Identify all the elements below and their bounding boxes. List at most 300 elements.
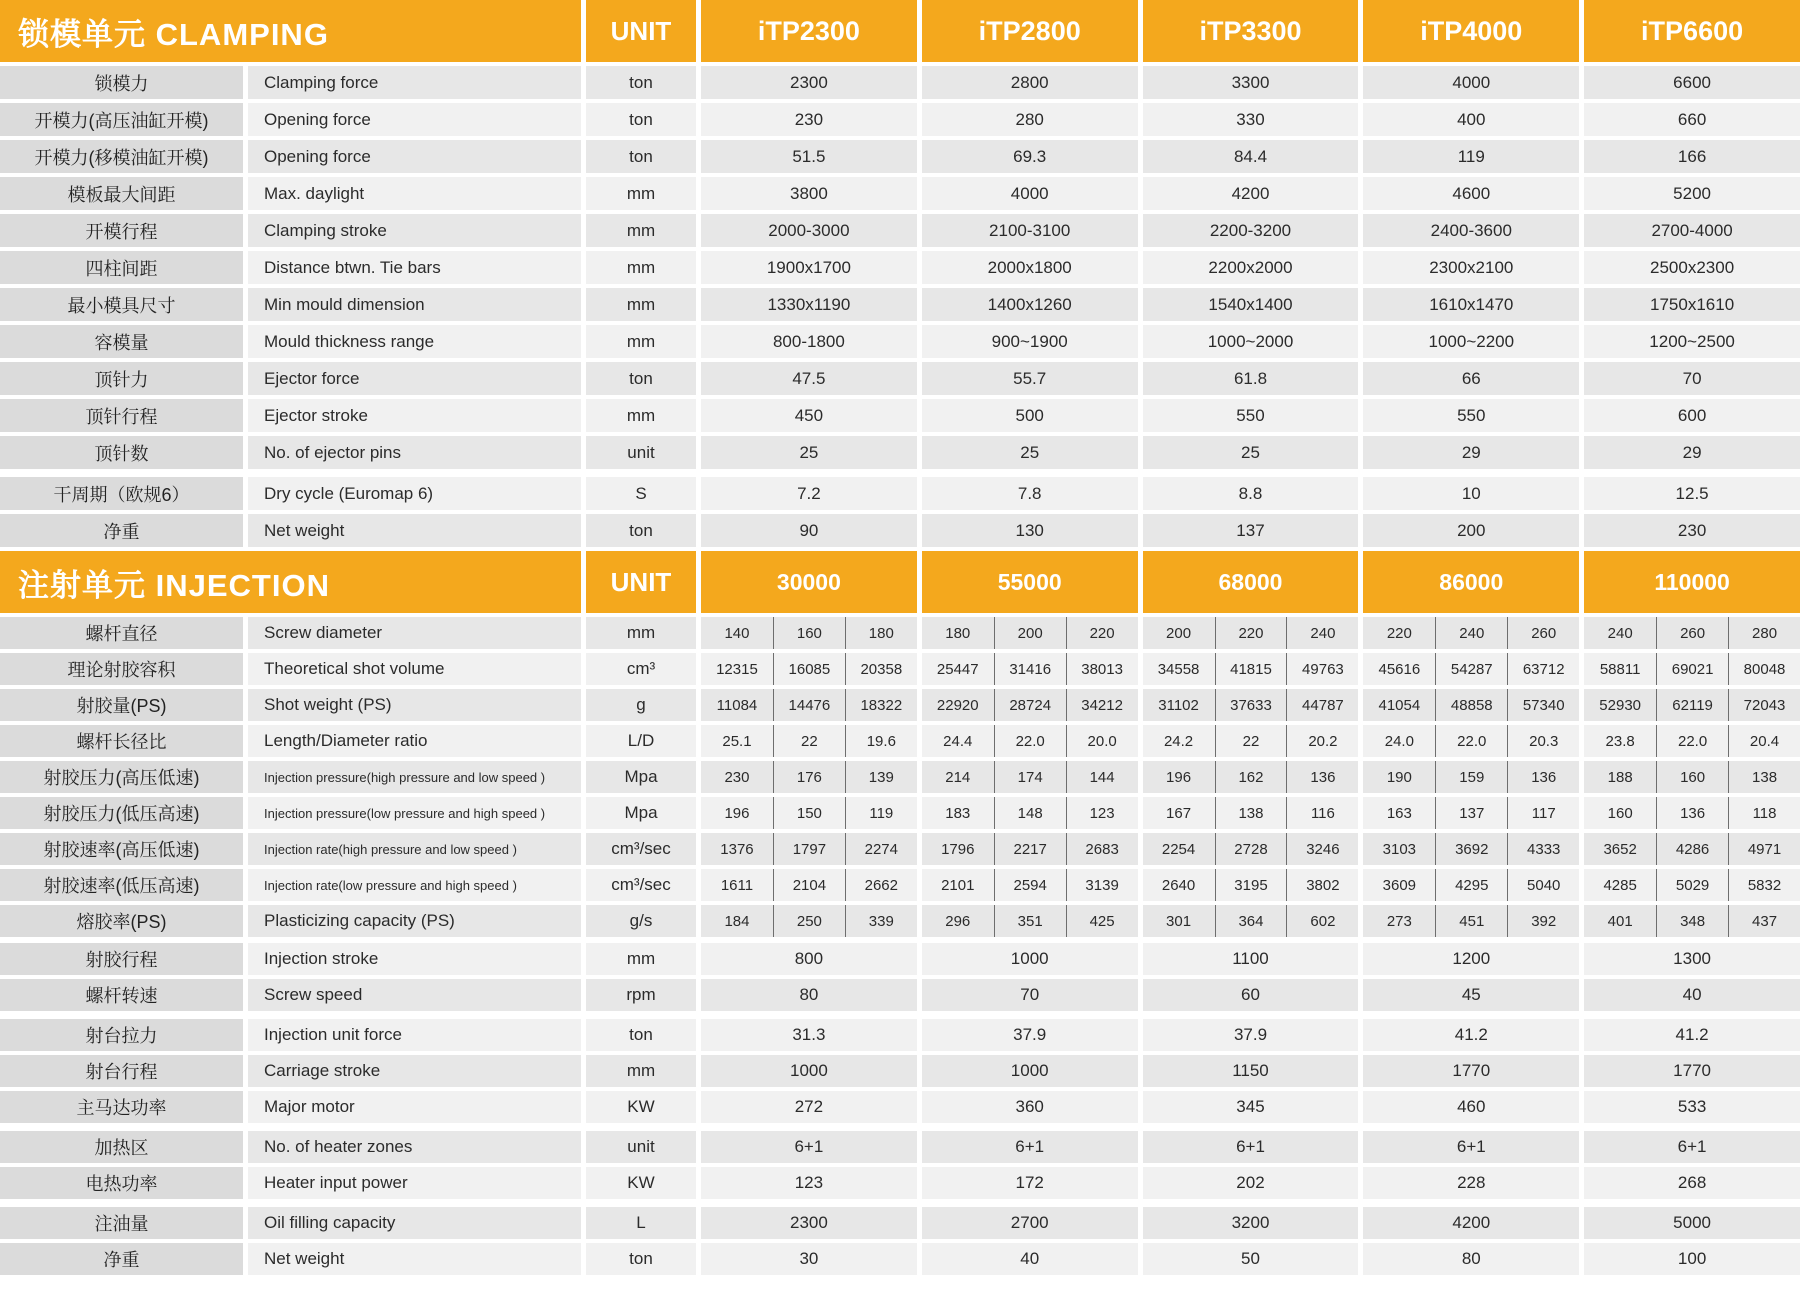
value-cell: 119	[1363, 140, 1579, 173]
value-cell: 220	[1215, 617, 1287, 649]
row-label-en: Ejector stroke	[248, 399, 581, 432]
value-cell: 123	[1066, 797, 1138, 829]
model-value-group	[922, 905, 1138, 937]
value-cell: 80	[701, 979, 917, 1011]
value-cell: 167	[1166, 804, 1192, 822]
model-value-group	[922, 833, 1138, 865]
value-cell: 2000x1800	[922, 251, 1138, 284]
value-cell: 1540x1400	[1143, 288, 1359, 321]
unit-cell: mm	[586, 288, 696, 321]
value-cell: 144	[1066, 761, 1138, 793]
value-cell: 50	[1143, 1243, 1359, 1275]
unit-cell: L	[586, 1207, 696, 1239]
value-cell: 23.8	[1605, 732, 1635, 750]
table-row	[0, 689, 1800, 721]
model-header: iTP2300	[701, 0, 917, 62]
model-value-group	[1143, 725, 1359, 757]
clamping-rows	[0, 66, 1800, 547]
model-value-group	[1584, 653, 1800, 685]
row-label-en: Carriage stroke	[248, 1055, 581, 1087]
unit-cell: mm	[586, 943, 696, 975]
row-label-cn: 最小模具尺寸	[0, 288, 243, 321]
row-label-en: Clamping force	[248, 66, 581, 99]
value-cell: 80	[1363, 1243, 1579, 1275]
value-cell: 3103	[1382, 840, 1417, 858]
unit-cell: ton	[586, 140, 696, 173]
table-row	[0, 288, 1800, 321]
value-cell: 230	[1584, 514, 1800, 547]
injection-merged-rows	[0, 943, 1800, 1275]
row-label-en: Net weight	[248, 514, 581, 547]
table-row	[0, 514, 1800, 547]
value-cell: 196	[724, 804, 750, 822]
value-cell: 25	[701, 436, 917, 469]
value-cell: 4295	[1435, 869, 1507, 901]
unit-cell: unit	[586, 436, 696, 469]
unit-cell: KW	[586, 1167, 696, 1199]
value-cell: 7.2	[701, 477, 917, 510]
value-cell: 401	[1607, 912, 1633, 930]
value-cell: 4000	[922, 177, 1138, 210]
value-cell: 900~1900	[922, 325, 1138, 358]
value-cell: 58811	[1599, 660, 1641, 678]
row-label-cn: 理论射胶容积	[0, 653, 243, 685]
value-cell: 364	[1215, 905, 1287, 937]
value-cell: 6600	[1584, 66, 1800, 99]
value-cell: 148	[994, 797, 1066, 829]
unit-cell: g/s	[586, 905, 696, 937]
value-cell: 2662	[845, 869, 917, 901]
row-label-en: Plasticizing capacity (PS)	[248, 905, 581, 937]
value-cell: 6+1	[701, 1131, 917, 1163]
value-cell: 600	[1584, 399, 1800, 432]
value-cell: 70	[1584, 362, 1800, 395]
value-cell: 116	[1286, 797, 1358, 829]
row-label-cn: 开模力(高压油缸开模)	[0, 103, 243, 136]
value-cell: 4333	[1507, 833, 1579, 865]
value-cell: 22	[1215, 725, 1287, 757]
value-cell: 159	[1435, 761, 1507, 793]
row-label-cn: 射胶行程	[0, 943, 243, 975]
value-cell: 47.5	[701, 362, 917, 395]
value-cell: 184	[724, 912, 750, 930]
value-cell: 22.0	[994, 725, 1066, 757]
value-cell: 61.8	[1143, 362, 1359, 395]
value-cell: 70	[922, 979, 1138, 1011]
value-cell: 176	[773, 761, 845, 793]
value-cell: 38013	[1066, 653, 1138, 685]
model-value-group	[1363, 797, 1579, 829]
section-clamping	[0, 0, 1800, 547]
value-cell: 1300	[1584, 943, 1800, 975]
value-cell: 4200	[1143, 177, 1359, 210]
value-cell: 200	[994, 617, 1066, 649]
model-header: 68000	[1143, 551, 1359, 613]
value-cell: 160	[1607, 804, 1633, 822]
row-label-cn: 干周期（欧规6）	[0, 477, 243, 510]
unit-cell: cm³/sec	[586, 833, 696, 865]
model-value-group	[1143, 797, 1359, 829]
row-label-cn: 射胶速率(低压高速)	[0, 869, 243, 901]
value-cell: 174	[994, 761, 1066, 793]
model-value-group	[922, 689, 1138, 721]
value-cell: 24.0	[1384, 732, 1414, 750]
unit-column-header: UNIT	[586, 551, 696, 613]
value-cell: 8.8	[1143, 477, 1359, 510]
value-cell: 130	[922, 514, 1138, 547]
model-header: iTP4000	[1363, 0, 1579, 62]
value-cell: 136	[1656, 797, 1728, 829]
table-row	[0, 1055, 1800, 1087]
unit-cell: S	[586, 477, 696, 510]
value-cell: 160	[1656, 761, 1728, 793]
row-label-cn: 螺杆直径	[0, 617, 243, 649]
injection-section-title: 注射单元 INJECTION	[0, 551, 581, 613]
model-header: 110000	[1584, 551, 1800, 613]
model-value-group	[1363, 905, 1579, 937]
row-label-en: Heater input power	[248, 1167, 581, 1199]
value-cell: 450	[701, 399, 917, 432]
value-cell: 57340	[1507, 689, 1579, 721]
value-cell: 183	[945, 804, 971, 822]
model-value-group	[1584, 833, 1800, 865]
value-cell: 230	[724, 768, 750, 786]
table-row	[0, 797, 1800, 829]
unit-cell: Mpa	[586, 797, 696, 829]
value-cell: 4285	[1603, 876, 1637, 894]
value-cell: 25	[1143, 436, 1359, 469]
value-cell: 214	[945, 768, 971, 786]
table-row	[0, 103, 1800, 136]
value-cell: 6+1	[1143, 1131, 1359, 1163]
value-cell: 3802	[1286, 869, 1358, 901]
value-cell: 1900x1700	[701, 251, 917, 284]
value-cell: 72043	[1728, 689, 1800, 721]
value-cell: 25	[922, 436, 1138, 469]
value-cell: 45	[1363, 979, 1579, 1011]
value-cell: 55.7	[922, 362, 1138, 395]
value-cell: 118	[1728, 797, 1800, 829]
row-label-cn: 开模行程	[0, 214, 243, 247]
value-cell: 2300	[701, 1207, 917, 1239]
value-cell: 41054	[1378, 696, 1421, 714]
value-cell: 5029	[1656, 869, 1728, 901]
value-cell: 90	[701, 514, 917, 547]
unit-cell: Mpa	[586, 761, 696, 793]
value-cell: 100	[1584, 1243, 1800, 1275]
value-cell: 296	[945, 912, 971, 930]
section-injection	[0, 551, 1800, 1275]
value-cell: 41.2	[1584, 1019, 1800, 1051]
row-label-cn: 加热区	[0, 1131, 243, 1163]
value-cell: 240	[1286, 617, 1358, 649]
table-row	[0, 140, 1800, 173]
unit-cell: L/D	[586, 725, 696, 757]
value-cell: 137	[1435, 797, 1507, 829]
model-value-group	[701, 653, 917, 685]
value-cell: 2200-3200	[1143, 214, 1359, 247]
value-cell: 250	[773, 905, 845, 937]
value-cell: 3800	[701, 177, 917, 210]
value-cell: 162	[1215, 761, 1287, 793]
value-cell: 228	[1363, 1167, 1579, 1199]
value-cell: 1610x1470	[1363, 288, 1579, 321]
row-label-cn: 射台拉力	[0, 1019, 243, 1051]
table-row	[0, 436, 1800, 469]
value-cell: 348	[1656, 905, 1728, 937]
row-label-en: Clamping stroke	[248, 214, 581, 247]
value-cell: 6+1	[1363, 1131, 1579, 1163]
unit-cell: mm	[586, 251, 696, 284]
row-label-cn: 射胶量(PS)	[0, 689, 243, 721]
unit-cell: cm³	[586, 653, 696, 685]
value-cell: 3200	[1143, 1207, 1359, 1239]
row-label-cn: 主马达功率	[0, 1091, 243, 1123]
row-label-cn: 射胶压力(高压低速)	[0, 761, 243, 793]
value-cell: 437	[1728, 905, 1800, 937]
injection-header-row	[0, 551, 1800, 613]
value-cell: 20.0	[1066, 725, 1138, 757]
value-cell: 5040	[1507, 869, 1579, 901]
value-cell: 22920	[936, 696, 979, 714]
model-value-group	[1143, 653, 1359, 685]
value-cell: 41.2	[1363, 1019, 1579, 1051]
table-row	[0, 617, 1800, 649]
unit-cell: mm	[586, 214, 696, 247]
model-value-group	[922, 653, 1138, 685]
table-row	[0, 833, 1800, 865]
value-cell: 200	[1166, 624, 1192, 642]
row-label-en: Injection stroke	[248, 943, 581, 975]
model-header: iTP3300	[1143, 0, 1359, 62]
value-cell: 18322	[845, 689, 917, 721]
table-row	[0, 362, 1800, 395]
value-cell: 2800	[922, 66, 1138, 99]
value-cell: 240	[1607, 624, 1633, 642]
row-label-en: Opening force	[248, 140, 581, 173]
value-cell: 14476	[773, 689, 845, 721]
value-cell: 4200	[1363, 1207, 1579, 1239]
value-cell: 1770	[1363, 1055, 1579, 1087]
model-value-group	[701, 725, 917, 757]
row-label-cn: 顶针行程	[0, 399, 243, 432]
value-cell: 460	[1363, 1091, 1579, 1123]
value-cell: 4000	[1363, 66, 1579, 99]
value-cell: 2104	[773, 869, 845, 901]
value-cell: 1797	[773, 833, 845, 865]
value-cell: 2728	[1215, 833, 1287, 865]
model-value-group	[1363, 833, 1579, 865]
row-label-en: Injection rate(high pressure and low speed )	[248, 833, 581, 865]
model-value-group	[1584, 797, 1800, 829]
value-cell: 550	[1363, 399, 1579, 432]
value-cell: 20.4	[1728, 725, 1800, 757]
value-cell: 3195	[1215, 869, 1287, 901]
model-value-group	[1143, 689, 1359, 721]
value-cell: 345	[1143, 1091, 1359, 1123]
model-header: 86000	[1363, 551, 1579, 613]
row-label-cn: 净重	[0, 1243, 243, 1275]
model-value-group	[701, 797, 917, 829]
value-cell: 240	[1435, 617, 1507, 649]
table-row	[0, 214, 1800, 247]
value-cell: 2700	[922, 1207, 1138, 1239]
value-cell: 49763	[1286, 653, 1358, 685]
model-header: iTP2800	[922, 0, 1138, 62]
value-cell: 2300	[701, 66, 917, 99]
model-header: iTP6600	[1584, 0, 1800, 62]
row-label-en: No. of ejector pins	[248, 436, 581, 469]
table-row	[0, 251, 1800, 284]
table-row	[0, 979, 1800, 1011]
value-cell: 301	[1166, 912, 1192, 930]
unit-cell: ton	[586, 514, 696, 547]
value-cell: 136	[1286, 761, 1358, 793]
model-value-group	[1363, 653, 1579, 685]
value-cell: 6+1	[922, 1131, 1138, 1163]
value-cell: 1000~2200	[1363, 325, 1579, 358]
value-cell: 119	[845, 797, 917, 829]
row-label-en: No. of heater zones	[248, 1131, 581, 1163]
table-row	[0, 1207, 1800, 1239]
unit-cell: mm	[586, 617, 696, 649]
model-value-group	[701, 869, 917, 901]
model-value-group	[1363, 725, 1579, 757]
value-cell: 48858	[1435, 689, 1507, 721]
value-cell: 20.3	[1507, 725, 1579, 757]
model-value-group	[701, 617, 917, 649]
model-value-group	[701, 761, 917, 793]
unit-cell: cm³/sec	[586, 869, 696, 901]
unit-cell: ton	[586, 362, 696, 395]
value-cell: 500	[922, 399, 1138, 432]
row-label-cn: 射胶速率(高压低速)	[0, 833, 243, 865]
row-label-en: Mould thickness range	[248, 325, 581, 358]
value-cell: 63712	[1507, 653, 1579, 685]
model-header: 55000	[922, 551, 1138, 613]
value-cell: 1400x1260	[922, 288, 1138, 321]
value-cell: 3609	[1382, 876, 1417, 894]
row-label-en: Injection rate(low pressure and high speed )	[248, 869, 581, 901]
row-label-cn: 顶针力	[0, 362, 243, 395]
row-label-cn: 注油量	[0, 1207, 243, 1239]
value-cell: 12.5	[1584, 477, 1800, 510]
value-cell: 230	[701, 103, 917, 136]
value-cell: 533	[1584, 1091, 1800, 1123]
value-cell: 1150	[1143, 1055, 1359, 1087]
value-cell: 117	[1507, 797, 1579, 829]
value-cell: 425	[1066, 905, 1138, 937]
table-row	[0, 905, 1800, 937]
value-cell: 1200	[1363, 943, 1579, 975]
value-cell: 280	[1728, 617, 1800, 649]
value-cell: 2700-4000	[1584, 214, 1800, 247]
table-row	[0, 725, 1800, 757]
value-cell: 66	[1363, 362, 1579, 395]
value-cell: 40	[922, 1243, 1138, 1275]
unit-cell: mm	[586, 177, 696, 210]
row-label-en: Max. daylight	[248, 177, 581, 210]
value-cell: 22	[773, 725, 845, 757]
value-cell: 2640	[1161, 876, 1196, 894]
value-cell: 40	[1584, 979, 1800, 1011]
value-cell: 1000	[922, 943, 1138, 975]
value-cell: 2217	[994, 833, 1066, 865]
value-cell: 138	[1215, 797, 1287, 829]
value-cell: 1000	[701, 1055, 917, 1087]
model-value-group	[1143, 617, 1359, 649]
value-cell: 3246	[1286, 833, 1358, 865]
value-cell: 200	[1363, 514, 1579, 547]
value-cell: 800-1800	[701, 325, 917, 358]
value-cell: 3652	[1603, 840, 1637, 858]
value-cell: 24.2	[1163, 732, 1194, 750]
table-row	[0, 1167, 1800, 1199]
row-label-en: Injection pressure(high pressure and low speed )	[248, 761, 581, 793]
model-value-group	[922, 761, 1138, 793]
table-row	[0, 66, 1800, 99]
model-value-group	[1143, 833, 1359, 865]
value-cell: 351	[994, 905, 1066, 937]
value-cell: 1770	[1584, 1055, 1800, 1087]
table-row	[0, 399, 1800, 432]
clamping-section-title: 锁模单元 CLAMPING	[0, 0, 581, 62]
value-cell: 34212	[1066, 689, 1138, 721]
model-value-group	[1143, 761, 1359, 793]
table-row	[0, 1019, 1800, 1051]
value-cell: 800	[701, 943, 917, 975]
value-cell: 260	[1656, 617, 1728, 649]
value-cell: 400	[1363, 103, 1579, 136]
model-value-group	[1363, 617, 1579, 649]
value-cell: 150	[773, 797, 845, 829]
value-cell: 44787	[1286, 689, 1358, 721]
model-value-group	[922, 797, 1138, 829]
value-cell: 2100-3100	[922, 214, 1138, 247]
unit-cell: KW	[586, 1091, 696, 1123]
value-cell: 160	[773, 617, 845, 649]
value-cell: 2254	[1161, 840, 1196, 858]
value-cell: 1376	[720, 840, 754, 858]
value-cell: 29	[1584, 436, 1800, 469]
model-value-group	[1363, 689, 1579, 721]
value-cell: 45616	[1378, 660, 1421, 678]
value-cell: 2400-3600	[1363, 214, 1579, 247]
value-cell: 660	[1584, 103, 1800, 136]
table-row	[0, 1091, 1800, 1123]
value-cell: 273	[1386, 912, 1412, 930]
value-cell: 12315	[716, 660, 758, 678]
unit-cell: unit	[586, 1131, 696, 1163]
value-cell: 1611	[720, 876, 754, 894]
model-value-group	[1363, 761, 1579, 793]
value-cell: 4286	[1656, 833, 1728, 865]
row-label-cn: 射台行程	[0, 1055, 243, 1087]
value-cell: 220	[1066, 617, 1138, 649]
row-label-en: Theoretical shot volume	[248, 653, 581, 685]
unit-column-header: UNIT	[586, 0, 696, 62]
clamping-header-row	[0, 0, 1800, 62]
value-cell: 1000~2000	[1143, 325, 1359, 358]
value-cell: 1750x1610	[1584, 288, 1800, 321]
value-cell: 139	[845, 761, 917, 793]
model-value-group	[1584, 725, 1800, 757]
table-row	[0, 177, 1800, 210]
value-cell: 60	[1143, 979, 1359, 1011]
value-cell: 602	[1286, 905, 1358, 937]
value-cell: 1000	[922, 1055, 1138, 1087]
value-cell: 5832	[1728, 869, 1800, 901]
